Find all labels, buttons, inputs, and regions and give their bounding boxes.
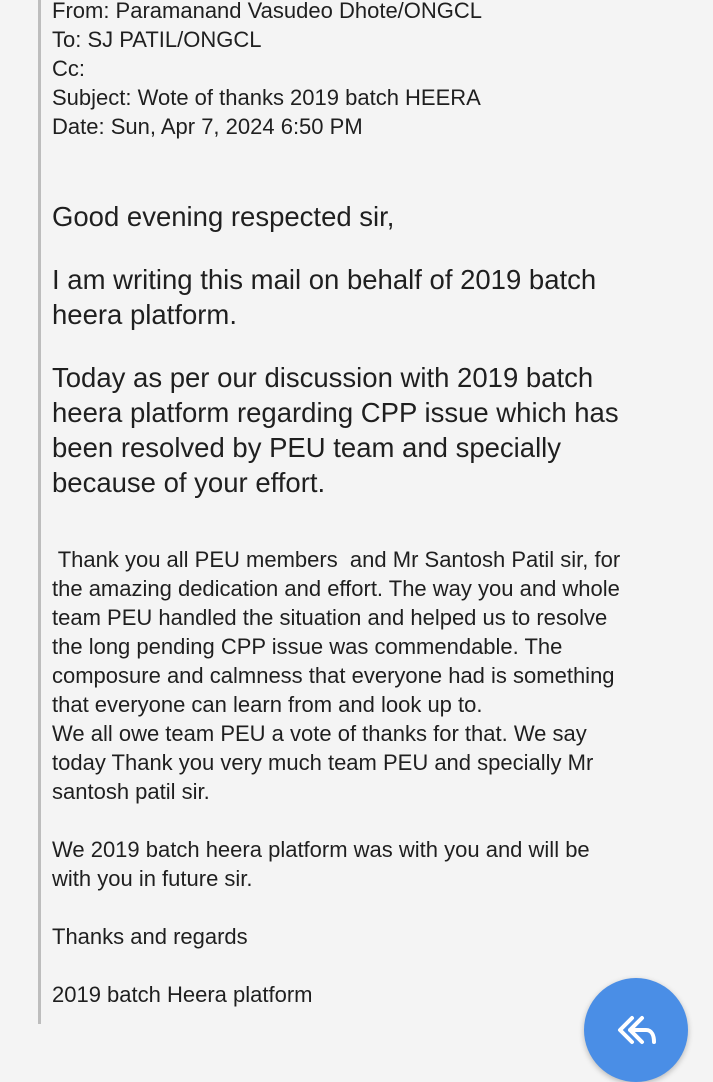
paragraph-support	[52, 835, 702, 893]
closing: Thanks and regards	[52, 924, 248, 949]
text-line: today Thank you very much team PEU and specially Mr	[52, 750, 594, 775]
reply-all-button[interactable]	[584, 978, 688, 1082]
signature: 2019 batch Heera platform	[52, 982, 313, 1007]
text-line: been resolved by PEU team and specially	[52, 432, 562, 463]
text-line: I am writing this mail on behalf of 2019 batch	[52, 264, 597, 295]
text-line: We 2019 batch heera platform was with you and will be	[52, 837, 590, 862]
text-line: because of your effort.	[52, 467, 326, 498]
text-line: santosh patil sir.	[52, 779, 210, 804]
paragraph-intro	[52, 262, 702, 332]
greeting: Good evening respected sir,	[52, 201, 395, 232]
text-line: composure and calmness that everyone had is something	[52, 663, 615, 688]
cc-line: Cc:	[52, 56, 85, 81]
text-line: the long pending CPP issue was commendable. The	[52, 634, 563, 659]
subject-line: Subject: Wote of thanks 2019 batch HEERA	[52, 85, 481, 110]
text-line: the amazing dedication and effort. The way you and whole	[52, 576, 620, 601]
paragraph-thanks	[52, 545, 702, 806]
text-line: Today as per our discussion with 2019 batch	[52, 362, 594, 393]
reply-all-icon	[616, 1010, 656, 1050]
text-line: Thank you all PEU members and Mr Santosh Patil sir, for	[52, 547, 621, 572]
from-line: From: Paramanand Vasudeo Dhote/ONGCL	[52, 0, 483, 23]
text-line: We all owe team PEU a vote of thanks for that. We say	[52, 721, 587, 746]
email-content	[52, 0, 702, 1009]
text-line: heera platform regarding CPP issue which has	[52, 397, 619, 428]
text-line: with you in future sir.	[52, 866, 253, 891]
paragraph-discussion	[52, 360, 702, 500]
email-header	[52, 0, 702, 141]
text-line: team PEU handled the situation and helped us to resolve	[52, 605, 608, 630]
text-line: heera platform.	[52, 299, 237, 330]
to-line: To: SJ PATIL/ONGCL	[52, 27, 262, 52]
date-line: Date: Sun, Apr 7, 2024 6:50 PM	[52, 114, 363, 139]
text-line: that everyone can learn from and look up to.	[52, 692, 483, 717]
quote-bar	[38, 0, 41, 1024]
